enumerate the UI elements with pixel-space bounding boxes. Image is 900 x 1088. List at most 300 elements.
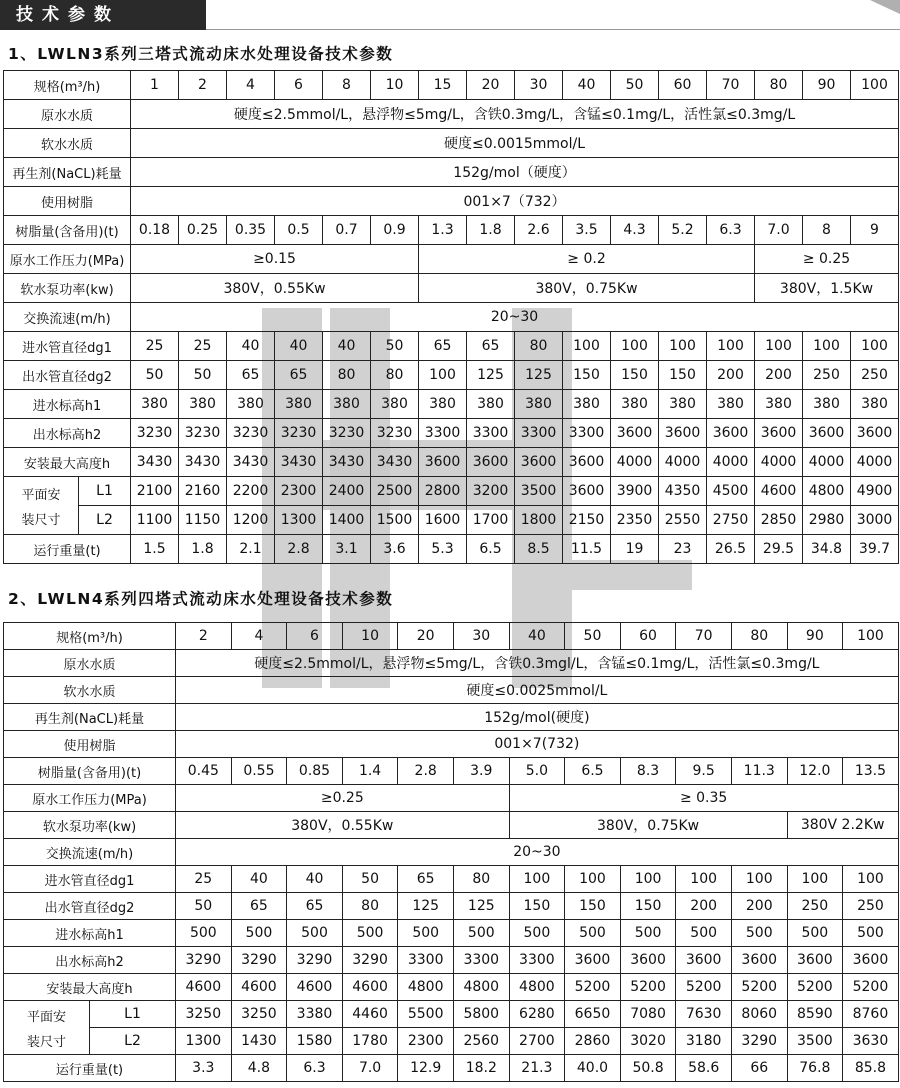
table-cell: 8760: [843, 1001, 899, 1028]
table-cell: 3290: [731, 1028, 787, 1055]
table-cell: 1: [131, 71, 179, 100]
header-rule: [206, 29, 900, 30]
table-cell: 1.3: [419, 216, 467, 245]
outlet-height-row: [4, 947, 899, 974]
resin-qty-row: [4, 758, 899, 785]
table-cell: 100: [803, 332, 851, 361]
spec-row: [4, 71, 899, 100]
l2-label: L2: [79, 506, 131, 535]
table-cell: 6.3: [287, 1055, 343, 1082]
table-cell: 3300: [453, 947, 509, 974]
plane-size-label: [4, 477, 79, 535]
group-cell: 380V 2.2Kw: [787, 812, 898, 839]
table-cell: 1500: [371, 506, 419, 535]
merged-cell: 硬度≤0.0015mmol/L: [131, 129, 899, 158]
pressure-row: [4, 785, 899, 812]
table-cell: 7080: [620, 1001, 676, 1028]
table-cell: 125: [453, 893, 509, 920]
l2-row: [4, 1028, 899, 1055]
table-cell: 60: [659, 71, 707, 100]
max-height-row: [4, 448, 899, 477]
table-cell: 50: [565, 623, 621, 650]
table-cell: 4.3: [611, 216, 659, 245]
row-label: 软水水质: [4, 129, 131, 158]
table-cell: 500: [398, 920, 454, 947]
table-cell: 4800: [453, 974, 509, 1001]
table-cell: 40: [287, 866, 343, 893]
table-cell: 50: [131, 361, 179, 390]
table-cell: 5.0: [509, 758, 565, 785]
table-cell: 200: [731, 893, 787, 920]
table-cell: 8.5: [515, 535, 563, 564]
table-cell: 100: [676, 866, 732, 893]
table-cell: 65: [398, 866, 454, 893]
table-cell: 380: [275, 390, 323, 419]
table-cell: 50: [611, 71, 659, 100]
table-cell: 26.5: [707, 535, 755, 564]
table-cell: 3600: [563, 448, 611, 477]
table-cell: 5.2: [659, 216, 707, 245]
table-cell: 3300: [515, 419, 563, 448]
table-cell: 0.5: [275, 216, 323, 245]
lwln4-spec-table: [3, 622, 899, 1082]
table-cell: 100: [851, 332, 899, 361]
table-cell: 4.8: [231, 1055, 287, 1082]
table-cell: 2980: [803, 506, 851, 535]
table-cell: 3300: [419, 419, 467, 448]
table-cell: 1800: [515, 506, 563, 535]
table-cell: 4800: [398, 974, 454, 1001]
merged-cell: 001×7（732）: [131, 187, 899, 216]
table-cell: 100: [843, 866, 899, 893]
table-cell: 2500: [371, 477, 419, 506]
row-label: 原水工作压力(MPa): [4, 785, 176, 812]
table-cell: 3300: [563, 419, 611, 448]
table-cell: 1100: [131, 506, 179, 535]
table-cell: 380: [707, 390, 755, 419]
table-cell: 3600: [515, 448, 563, 477]
table-cell: 39.7: [851, 535, 899, 564]
table-cell: 50.8: [620, 1055, 676, 1082]
table-cell: 380: [371, 390, 419, 419]
table-cell: 3000: [851, 506, 899, 535]
group-cell: ≥ 0.35: [509, 785, 898, 812]
lwln3-spec-table: [3, 70, 899, 564]
table-cell: 2350: [611, 506, 659, 535]
table-cell: 5.3: [419, 535, 467, 564]
table-cell: 3290: [176, 947, 232, 974]
table-cell: 3500: [515, 477, 563, 506]
table-cell: 3.3: [176, 1055, 232, 1082]
table-cell: 1700: [467, 506, 515, 535]
table-cell: 6: [275, 71, 323, 100]
table-cell: 65: [467, 332, 515, 361]
row-label: 进水标高h1: [4, 390, 131, 419]
group-cell: 380V，0.75Kw: [419, 274, 755, 303]
table-cell: 7.0: [755, 216, 803, 245]
merged-cell: 20~30: [131, 303, 899, 332]
flow-row: [4, 303, 899, 332]
table-cell: 20: [467, 71, 515, 100]
regen-row: [4, 158, 899, 187]
table-cell: 100: [731, 866, 787, 893]
table-cell: 4000: [803, 448, 851, 477]
table-cell: 125: [467, 361, 515, 390]
table-cell: 0.45: [176, 758, 232, 785]
table-cell: 3430: [275, 448, 323, 477]
table-cell: 380: [803, 390, 851, 419]
table-cell: 4460: [342, 1001, 398, 1028]
plane-label-line-2: 装尺寸: [21, 512, 61, 528]
table-cell: 380: [323, 390, 371, 419]
row-label: 再生剂(NaCL)耗量: [4, 158, 131, 187]
group-cell: ≥0.25: [176, 785, 510, 812]
table-cell: 2.8: [275, 535, 323, 564]
flow-row: [4, 839, 899, 866]
table-cell: 85.8: [843, 1055, 899, 1082]
table-cell: 4000: [851, 448, 899, 477]
table-cell: 500: [620, 920, 676, 947]
table-cell: 3.1: [323, 535, 371, 564]
table-cell: 80: [342, 893, 398, 920]
table-cell: 2300: [275, 477, 323, 506]
table-cell: 65: [287, 893, 343, 920]
table-cell: 6.3: [707, 216, 755, 245]
table-cell: 3430: [371, 448, 419, 477]
table-cell: 1780: [342, 1028, 398, 1055]
table-cell: 4000: [707, 448, 755, 477]
table-cell: 10: [342, 623, 398, 650]
section-2-title: 2、LWLN4系列四塔式流动床水处理设备技术参数: [8, 590, 394, 608]
table-cell: 4600: [176, 974, 232, 1001]
table-cell: 80: [453, 866, 509, 893]
row-label: 使用树脂: [4, 731, 176, 758]
table-cell: 3600: [843, 947, 899, 974]
merged-cell: 硬度≤0.0025mmol/L: [176, 677, 899, 704]
table-cell: 2: [176, 623, 232, 650]
table-cell: 50: [179, 361, 227, 390]
table-cell: 250: [787, 893, 843, 920]
table-cell: 70: [676, 623, 732, 650]
table-cell: 500: [787, 920, 843, 947]
table-cell: 0.7: [323, 216, 371, 245]
table-cell: 100: [755, 332, 803, 361]
row-label: 树脂量(含备用)(t): [4, 758, 176, 785]
table-cell: 2160: [179, 477, 227, 506]
table-cell: 58.6: [676, 1055, 732, 1082]
table-cell: 100: [563, 332, 611, 361]
table-cell: 200: [707, 361, 755, 390]
table-cell: 2100: [131, 477, 179, 506]
table-cell: 380: [611, 390, 659, 419]
table-cell: 4600: [231, 974, 287, 1001]
table-cell: 380: [755, 390, 803, 419]
table-cell: 2150: [563, 506, 611, 535]
resin-type-row: [4, 187, 899, 216]
table-cell: 1.8: [179, 535, 227, 564]
table-cell: 2.8: [398, 758, 454, 785]
table-cell: 500: [453, 920, 509, 947]
table-cell: 8: [803, 216, 851, 245]
l1-label: L1: [79, 477, 131, 506]
row-label: 出水管直径dg2: [4, 893, 176, 920]
table-cell: 30: [453, 623, 509, 650]
row-label: 交换流速(m/h): [4, 303, 131, 332]
table-cell: 3020: [620, 1028, 676, 1055]
table-cell: 2400: [323, 477, 371, 506]
table-cell: 3230: [179, 419, 227, 448]
table-cell: 2860: [565, 1028, 621, 1055]
table-cell: 250: [843, 893, 899, 920]
table-cell: 10: [371, 71, 419, 100]
table-cell: 6: [287, 623, 343, 650]
group-cell: ≥0.15: [131, 245, 419, 274]
table-cell: 80: [515, 332, 563, 361]
table-cell: 9.5: [676, 758, 732, 785]
l1-row: [4, 477, 899, 506]
table-cell: 0.25: [179, 216, 227, 245]
table-cell: 65: [275, 361, 323, 390]
soft-water-row: [4, 677, 899, 704]
weight-row: [4, 1055, 899, 1082]
table-cell: 380: [179, 390, 227, 419]
table-cell: 3250: [176, 1001, 232, 1028]
table-cell: 3600: [563, 477, 611, 506]
section-header: 技术参数: [0, 0, 206, 30]
row-label: 出水标高h2: [4, 947, 176, 974]
table-cell: 3230: [275, 419, 323, 448]
group-cell: 380V，0.75Kw: [509, 812, 787, 839]
row-label: 软水水质: [4, 677, 176, 704]
table-cell: 2700: [509, 1028, 565, 1055]
table-cell: 380: [659, 390, 707, 419]
table-cell: 2300: [398, 1028, 454, 1055]
table-cell: 100: [843, 623, 899, 650]
table-cell: 3600: [803, 419, 851, 448]
table-cell: 3300: [467, 419, 515, 448]
raw-water-row: [4, 100, 899, 129]
table-cell: 3600: [620, 947, 676, 974]
table-cell: 80: [371, 361, 419, 390]
table-cell: 4000: [611, 448, 659, 477]
table-cell: 18.2: [453, 1055, 509, 1082]
table-cell: 3430: [131, 448, 179, 477]
table-cell: 65: [227, 361, 275, 390]
table-cell: 3.6: [371, 535, 419, 564]
table-cell: 11.5: [563, 535, 611, 564]
pump-row: [4, 274, 899, 303]
inlet-dia-row: [4, 332, 899, 361]
table-cell: 4600: [755, 477, 803, 506]
merged-cell: 001×7(732): [176, 731, 899, 758]
pressure-row: [4, 245, 899, 274]
table-cell: 6650: [565, 1001, 621, 1028]
table-cell: 500: [843, 920, 899, 947]
table-cell: 125: [398, 893, 454, 920]
table-cell: 0.55: [231, 758, 287, 785]
table-cell: 65: [419, 332, 467, 361]
table-cell: 29.5: [755, 535, 803, 564]
table-cell: 1400: [323, 506, 371, 535]
outlet-dia-row: [4, 361, 899, 390]
table-cell: 1600: [419, 506, 467, 535]
table-cell: 15: [419, 71, 467, 100]
table-cell: 100: [707, 332, 755, 361]
table-cell: 380: [227, 390, 275, 419]
row-label: 安装最大高度h: [4, 448, 131, 477]
row-label: 原水水质: [4, 100, 131, 129]
table-cell: 19: [611, 535, 659, 564]
table-cell: 3230: [371, 419, 419, 448]
table-cell: 80: [323, 361, 371, 390]
table-cell: 3180: [676, 1028, 732, 1055]
merged-cell: 硬度≤2.5mmol/L，悬浮物≤5mg/L，含铁0.3mg/L，含锰≤0.1mg/L，活性氯≤0.3mg/L: [131, 100, 899, 129]
table-cell: 100: [851, 71, 899, 100]
table-cell: 500: [176, 920, 232, 947]
table-cell: 2.1: [227, 535, 275, 564]
table-cell: 4000: [659, 448, 707, 477]
table-cell: 500: [565, 920, 621, 947]
table-cell: 3290: [287, 947, 343, 974]
table-cell: 3250: [231, 1001, 287, 1028]
table-cell: 7.0: [342, 1055, 398, 1082]
row-label: 原水工作压力(MPa): [4, 245, 131, 274]
table-cell: 5200: [676, 974, 732, 1001]
table-cell: 150: [611, 361, 659, 390]
table-cell: 40: [275, 332, 323, 361]
table-cell: 100: [419, 361, 467, 390]
merged-cell: 20~30: [176, 839, 899, 866]
table-cell: 5200: [787, 974, 843, 1001]
table-cell: 3230: [131, 419, 179, 448]
watermark-bar-5: [572, 560, 692, 590]
table-cell: 250: [803, 361, 851, 390]
table-cell: 4800: [509, 974, 565, 1001]
table-cell: 90: [803, 71, 851, 100]
row-label: 进水管直径dg1: [4, 332, 131, 361]
merged-cell: 硬度≤2.5mmol/L，悬浮物≤5mg/L，含铁0.3mgl/L，含锰≤0.1mg/L，活性氯≤0.3mg/L: [176, 650, 899, 677]
table-cell: 34.8: [803, 535, 851, 564]
table-cell: 3300: [398, 947, 454, 974]
section-1-title: 1、LWLN3系列三塔式流动床水处理设备技术参数: [8, 45, 394, 63]
table-cell: 5200: [731, 974, 787, 1001]
table-cell: 1300: [275, 506, 323, 535]
regen-row: [4, 704, 899, 731]
table-cell: 23: [659, 535, 707, 564]
table-cell: 90: [787, 623, 843, 650]
table-cell: 380: [851, 390, 899, 419]
table-cell: 5800: [453, 1001, 509, 1028]
table-cell: 3230: [323, 419, 371, 448]
table-cell: 2550: [659, 506, 707, 535]
outlet-height-row: [4, 419, 899, 448]
table-cell: 40: [563, 71, 611, 100]
table-cell: 380: [467, 390, 515, 419]
table-cell: 40: [227, 332, 275, 361]
table-cell: 30: [515, 71, 563, 100]
table-cell: 500: [287, 920, 343, 947]
table-cell: 3300: [509, 947, 565, 974]
table-cell: 125: [515, 361, 563, 390]
plane-label-line-2: 装尺寸: [26, 1034, 66, 1050]
merged-cell: 152g/mol(硬度): [176, 704, 899, 731]
table-cell: 3600: [755, 419, 803, 448]
table-cell: 100: [659, 332, 707, 361]
table-cell: 1150: [179, 506, 227, 535]
table-cell: 3430: [227, 448, 275, 477]
table-cell: 380: [563, 390, 611, 419]
table-cell: 100: [611, 332, 659, 361]
table-cell: 4600: [287, 974, 343, 1001]
table-cell: 3600: [731, 947, 787, 974]
row-label: 软水泵功率(kw): [4, 274, 131, 303]
table-cell: 500: [509, 920, 565, 947]
table-cell: 4900: [851, 477, 899, 506]
outlet-dia-row: [4, 893, 899, 920]
row-label: 交换流速(m/h): [4, 839, 176, 866]
table-cell: 4350: [659, 477, 707, 506]
table-cell: 80: [731, 623, 787, 650]
raw-water-row: [4, 650, 899, 677]
table-cell: 5200: [620, 974, 676, 1001]
table-cell: 1.5: [131, 535, 179, 564]
table-cell: 3630: [843, 1028, 899, 1055]
weight-row: [4, 535, 899, 564]
table-cell: 5200: [565, 974, 621, 1001]
table-cell: 21.3: [509, 1055, 565, 1082]
soft-water-row: [4, 129, 899, 158]
table-cell: 5500: [398, 1001, 454, 1028]
table-cell: 200: [676, 893, 732, 920]
table-cell: 3600: [467, 448, 515, 477]
group-cell: ≥ 0.25: [755, 245, 899, 274]
table-cell: 0.9: [371, 216, 419, 245]
table-cell: 4600: [342, 974, 398, 1001]
table-cell: 70: [707, 71, 755, 100]
table-cell: 3.9: [453, 758, 509, 785]
table-cell: 40: [231, 866, 287, 893]
table-cell: 3900: [611, 477, 659, 506]
table-cell: 12.9: [398, 1055, 454, 1082]
table-cell: 3500: [787, 1028, 843, 1055]
table-cell: 40: [509, 623, 565, 650]
table-cell: 9: [851, 216, 899, 245]
table-cell: 65: [231, 893, 287, 920]
table-cell: 20: [398, 623, 454, 650]
table-cell: 2200: [227, 477, 275, 506]
table-cell: 500: [676, 920, 732, 947]
table-cell: 500: [231, 920, 287, 947]
table-cell: 4800: [803, 477, 851, 506]
table-cell: 3600: [676, 947, 732, 974]
table-cell: 50: [342, 866, 398, 893]
row-label: 运行重量(t): [4, 535, 131, 564]
table-cell: 50: [176, 893, 232, 920]
table-cell: 150: [565, 893, 621, 920]
table-cell: 2560: [453, 1028, 509, 1055]
table-cell: 3230: [227, 419, 275, 448]
table-cell: 8060: [731, 1001, 787, 1028]
table-cell: 3600: [565, 947, 621, 974]
table-cell: 25: [176, 866, 232, 893]
row-label: 安装最大高度h: [4, 974, 176, 1001]
group-cell: 380V，0.55Kw: [131, 274, 419, 303]
table-cell: 380: [419, 390, 467, 419]
row-label: 软水泵功率(kw): [4, 812, 176, 839]
table-cell: 6.5: [565, 758, 621, 785]
corner-decoration: [870, 0, 900, 14]
table-cell: 3290: [231, 947, 287, 974]
